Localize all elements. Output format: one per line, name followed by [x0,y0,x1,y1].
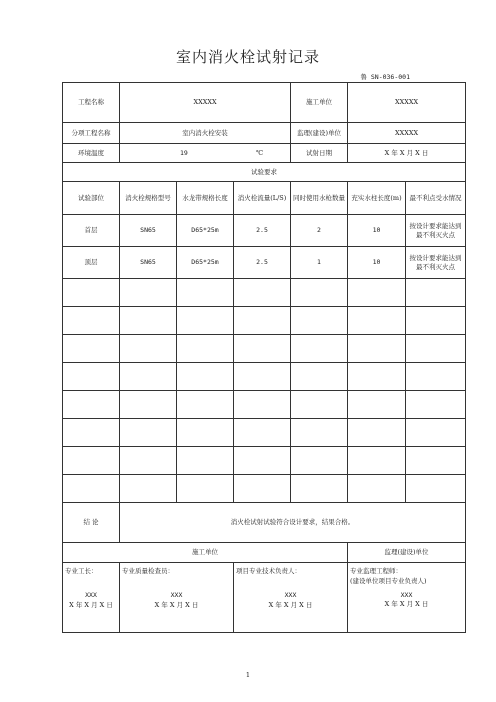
table-cell: 按设计要求能达到最不利灭火点 [406,215,466,247]
project-name-value: XXXXX [120,83,291,123]
table-cell: 10 [348,215,406,247]
requirements-header: 试验要求 [63,163,466,182]
foreman-signature [63,563,120,633]
env-temp-cell [120,144,291,163]
tech-lead-name: XXX [284,590,297,599]
table-cell: 首层 [63,215,120,247]
test-date-label: 试射日期 [291,144,348,163]
supervisor-label: 专业监理工程师： [350,567,403,575]
supervisor-signature [348,563,466,633]
inspector-signature [120,563,234,633]
table-cell: 10 [348,247,406,279]
record-table [62,82,466,633]
table-cell: 按设计要求能达到最不利灭火点 [406,247,466,279]
col-header: 充实水柱长度(m) [348,182,406,215]
foreman-label: 专业工长： [65,567,98,575]
test-date-value: X 年 X 月 X 日 [348,144,466,163]
empty-row [63,335,466,363]
table-row [63,247,466,279]
table-cell: 顶层 [63,247,120,279]
table-cell: 2.5 [234,215,291,247]
inspector-name: XXX [170,590,183,599]
table-cell: SN65 [120,215,177,247]
empty-row [63,447,466,475]
col-header: 水龙带规格长度 [177,182,234,215]
supervision-unit-label: 监理(建设)单位 [291,123,348,144]
table-cell: D65*25m [177,215,234,247]
col-header: 消火栓规格型号 [120,182,177,215]
supervision-unit-value: XXXXX [348,123,466,144]
table-cell: 1 [291,247,348,279]
env-temp-label: 环境温度 [63,144,120,163]
tech-lead-date: X 年 X 月 X 日 [268,600,313,609]
table-cell: 2 [291,215,348,247]
foreman-name: XXX [85,590,97,599]
construction-unit-value: XXXXX [348,83,466,123]
page-number: 1 [245,671,251,679]
empty-row [63,279,466,307]
inspector-date: X 年 X 月 X 日 [154,600,199,609]
subproject-label: 分项工程名称 [63,123,120,144]
tech-lead-signature [234,563,348,633]
env-temp-value: 19 [180,148,188,157]
empty-row [63,419,466,447]
project-name-label: 工程名称 [63,83,120,123]
env-temp-unit: ℃ [255,148,264,157]
supervisor-date: X 年 X 月 X 日 [384,600,429,609]
table-cell: D65*25m [177,247,234,279]
col-header: 试验部位 [63,182,120,215]
col-header: 最不利点受水情况 [406,182,466,215]
construction-unit-header: 施工单位 [63,543,348,563]
table-cell: 2.5 [234,247,291,279]
construction-unit-label: 施工单位 [291,83,348,123]
conclusion-text: 消火栓试射试验符合设计要求，结果合格。 [120,503,466,543]
empty-row [63,363,466,391]
foreman-date: X 年 X 月 X 日 [69,600,113,609]
table-cell: SN65 [120,247,177,279]
col-header: 消火栓流量(L/S) [234,182,291,215]
inspector-label: 专业质量检查员： [122,567,174,575]
col-header: 同时使用水枪数量 [291,182,348,215]
supervisor-name: XXX [400,590,413,599]
form-code: 鲁 SN-036-001 [360,73,410,81]
subproject-value: 室内消火栓安装 [120,123,291,144]
document-title: 室内消火栓试射记录 [175,48,320,66]
empty-row [63,307,466,335]
empty-row [63,391,466,419]
supervisor-note: (建设单位项目专业负责人) [350,576,427,585]
table-row [63,215,466,247]
supervision-unit-header: 监理(建设)单位 [348,543,466,563]
conclusion-label: 结 论 [63,503,120,543]
tech-lead-label: 项目专业技术负责人： [236,567,301,575]
empty-row [63,475,466,503]
